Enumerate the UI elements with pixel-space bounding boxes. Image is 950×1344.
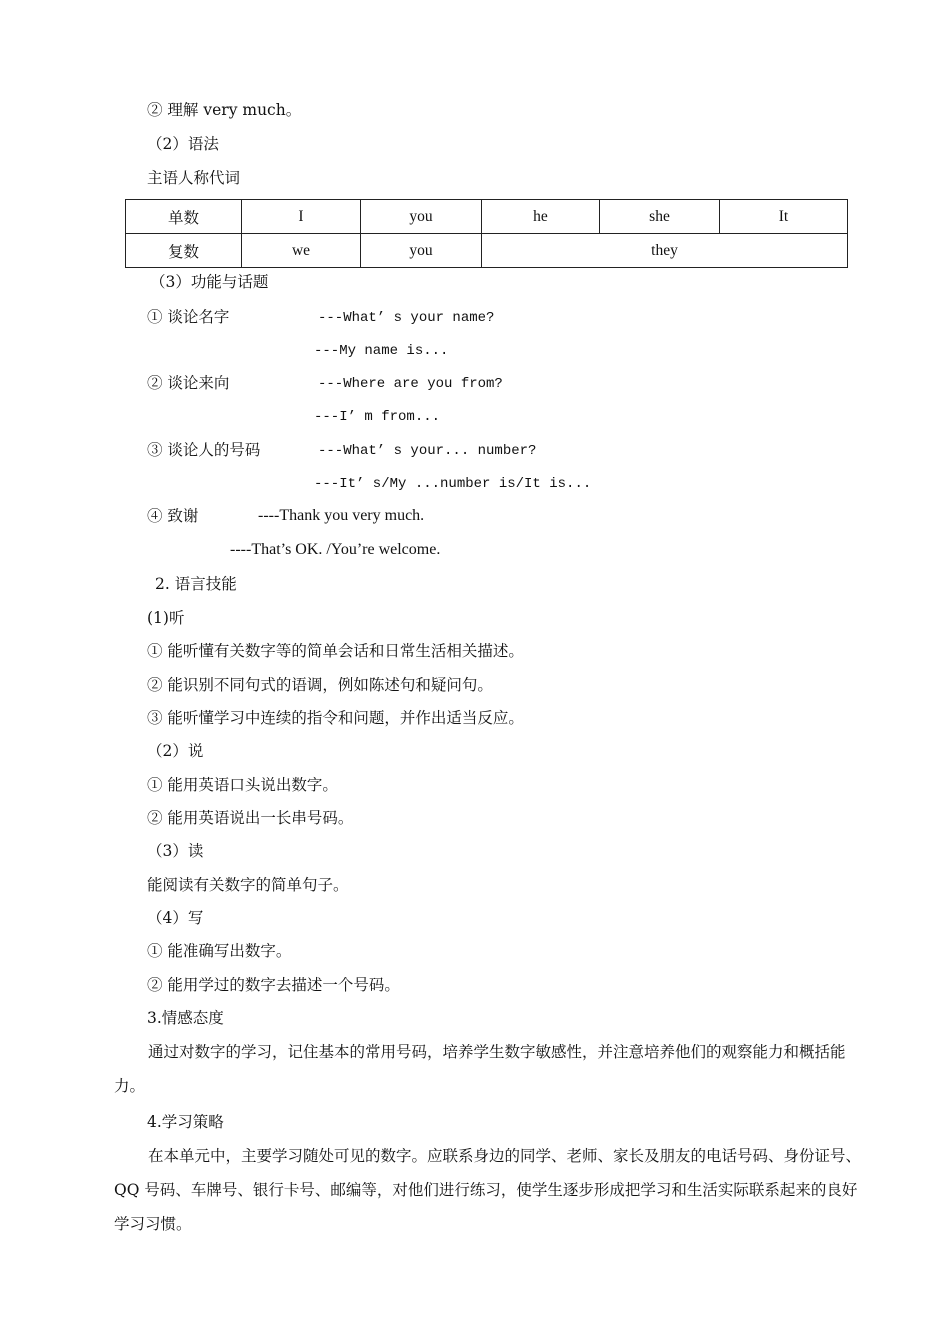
strategy-heading: 4.学习策略 <box>147 1113 224 1131</box>
function-heading: （3）功能与话题 <box>150 273 269 291</box>
skills-heading: 2. 语言技能 <box>155 575 237 593</box>
l1: ② 理解 very much。 <box>147 101 302 119</box>
table-cell: 单数 <box>126 200 242 234</box>
attitude-heading: 3.情感态度 <box>147 1009 224 1027</box>
function-2-question: ---Where are you from? <box>318 376 503 392</box>
function-2-answer: ---I’ m from... <box>314 409 441 425</box>
write-item-2: ② 能用学过的数字去描述一个号码。 <box>147 976 400 994</box>
speak-item-2: ② 能用英语说出一长串号码。 <box>147 809 354 827</box>
function-3-question: ---What’ s your... number? <box>318 443 537 459</box>
function-1-answer: ---My name is... <box>314 343 449 359</box>
attitude-paragraph: 通过对数字的学习，记住基本的常用号码，培养学生数字敏感性，并注意培养他们的观察能力和概括能力。 <box>114 1043 846 1095</box>
speak-heading: （2）说 <box>147 742 204 760</box>
grammar-heading: （2）语法 <box>147 135 219 153</box>
table-cell: he <box>482 200 600 234</box>
function-2-label: ② 谈论来向 <box>147 374 230 392</box>
function-3-answer: ---It’ s/My ...number is/It is... <box>314 476 592 492</box>
table-cell: you <box>361 200 482 234</box>
read-heading: （3）读 <box>147 842 204 860</box>
listen-item-3: ③ 能听懂学习中连续的指令和问题，并作出适当反应。 <box>147 709 524 727</box>
table-cell: you <box>361 234 482 268</box>
function-4-answer: ----That’s OK. /You’re welcome. <box>230 541 441 558</box>
pronoun-heading: 主语人称代词 <box>147 169 241 187</box>
table-cell: we <box>242 234 361 268</box>
table-row <box>126 234 848 268</box>
table-cell: It <box>720 200 848 234</box>
table-cell: I <box>242 200 361 234</box>
pronoun-table <box>125 199 848 268</box>
strategy-paragraph: 在本单元中，主要学习随处可见的数字。应联系身边的同学、老师、家长及朋友的电话号码、身份证号、QQ 号码、车牌号、银行卡号、邮编等，对他们进行练习，使学生逐步形成把学习和生活实际联系起来的良好学习习惯。 <box>114 1147 862 1233</box>
write-item-1: ① 能准确写出数字。 <box>147 942 292 960</box>
function-1-label: ① 谈论名字 <box>147 308 230 326</box>
function-1-question: ---What’ s your name? <box>318 310 495 326</box>
read-item-1: 能阅读有关数字的简单句子。 <box>147 876 349 894</box>
function-3-label: ③ 谈论人的号码 <box>147 441 261 459</box>
function-4-label: ④ 致谢 <box>147 507 199 525</box>
listen-heading: (1)听 <box>147 609 185 627</box>
function-4-question: ----Thank you very much. <box>258 507 425 524</box>
table-cell: they <box>482 234 848 268</box>
table-cell: she <box>600 200 720 234</box>
listen-item-1: ① 能听懂有关数字等的简单会话和日常生活相关描述。 <box>147 642 524 660</box>
listen-item-2: ② 能识别不同句式的语调，例如陈述句和疑问句。 <box>147 676 493 694</box>
table-row <box>126 200 848 234</box>
table-cell: 复数 <box>126 234 242 268</box>
write-heading: （4）写 <box>147 909 204 927</box>
speak-item-1: ① 能用英语口头说出数字。 <box>147 776 338 794</box>
